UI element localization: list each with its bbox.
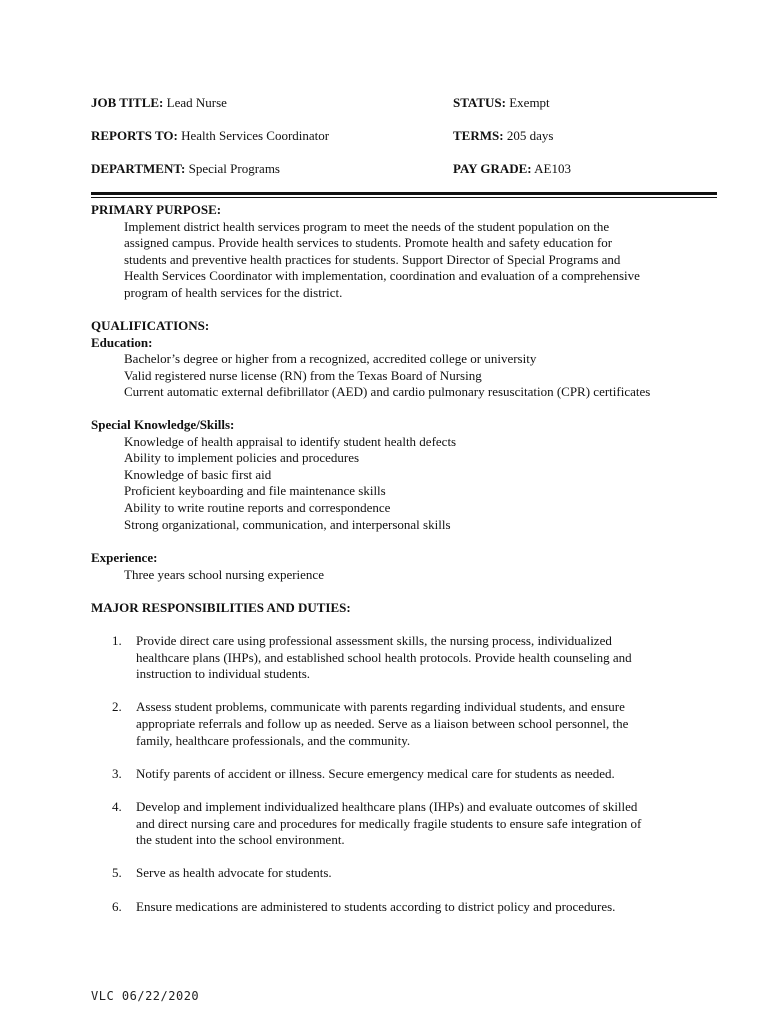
primary-purpose-line: Implement district health services program to meet the needs of the student population on the [124, 218, 610, 234]
duties-list [91, 633, 721, 932]
duty-item [91, 899, 721, 916]
duty-text-line: Assess student problems, communicate with parents regarding individual students, and ensure [136, 699, 625, 715]
duty-text-line: instruction to individual students. [136, 666, 311, 682]
duty-number: 1. [112, 633, 122, 648]
status-value: Exempt [505, 95, 550, 110]
duty-item [91, 766, 721, 783]
job-title-value: Lead Nurse [163, 95, 227, 110]
primary-purpose-line: program of health services for the district. [124, 284, 343, 300]
primary-purpose-heading: PRIMARY PURPOSE: [91, 202, 222, 217]
skill-item: Ability to implement policies and procedures [124, 450, 360, 466]
department-value: Special Programs [185, 161, 280, 176]
terms-value: 205 days [503, 128, 554, 143]
education-item: Valid registered nurse license (RN) from the Texas Board of Nursing [124, 367, 482, 383]
experience-item: Three years school nursing experience [124, 566, 324, 582]
footer-revision-date: VLC 06/22/2020 [91, 989, 200, 1003]
duty-item [91, 865, 721, 882]
skills-heading: Special Knowledge/Skills: [91, 417, 235, 432]
duties-heading: MAJOR RESPONSIBILITIES AND DUTIES: [91, 600, 351, 615]
duty-item [91, 633, 721, 683]
pay-grade-value: AE103 [531, 161, 571, 176]
education-item: Current automatic external defibrillator (AED) and cardio pulmonary resuscitation (CPR) certificates [124, 384, 651, 400]
header-divider-thin [91, 197, 717, 198]
experience-section [91, 550, 721, 583]
job-title-label: JOB TITLE: [91, 95, 164, 110]
experience-list [91, 567, 721, 584]
primary-purpose-line: students and preventive health practices for students. Support Director of Special Programs and [124, 251, 621, 267]
experience-heading: Experience: [91, 550, 158, 565]
skill-item: Knowledge of basic first aid [124, 466, 272, 482]
skill-item: Proficient keyboarding and file maintenance skills [124, 483, 386, 499]
reports-to-label: REPORTS TO: [91, 128, 178, 143]
header-divider-thick [91, 192, 717, 195]
duty-number: 3. [112, 765, 122, 781]
status-label: STATUS: [453, 95, 506, 110]
reports-to-value: Health Services Coordinator [177, 128, 330, 143]
pay-grade-label: PAY GRADE: [453, 161, 532, 176]
terms-label: TERMS: [453, 128, 504, 143]
duty-text-line: family, healthcare professionals, and the community. [136, 732, 411, 748]
pay-grade-field [453, 161, 571, 177]
duty-item [91, 799, 721, 849]
duty-text-line: Notify parents of accident or illness. Secure emergency medical care for students as needed. [136, 765, 615, 781]
primary-purpose-line: Health Services Coordinator with implementation, coordination and evaluation of a comprehensive [124, 268, 640, 284]
primary-purpose-text [91, 219, 721, 302]
department-field [91, 161, 280, 177]
duty-text-line: Provide direct care using professional assessment skills, the nursing process, individualized [136, 633, 612, 648]
duty-text-line: Develop and implement individualized healthcare plans (IHPs) and evaluate outcomes of skilled [136, 798, 638, 814]
duty-text-line: and direct nursing care and procedures for medically fragile students to ensure safe integration of [136, 815, 642, 831]
primary-purpose-line: assigned campus. Provide health services to students. Promote health and safety education for [124, 235, 613, 251]
duty-number: 6. [112, 898, 122, 914]
duty-number: 2. [112, 699, 122, 715]
qualifications-section [91, 318, 721, 401]
skill-item: Ability to write routine reports and correspondence [124, 499, 391, 515]
duty-number: 5. [112, 865, 122, 881]
reports-to-field [91, 128, 329, 144]
qualifications-heading: QUALIFICATIONS: [91, 318, 210, 333]
duty-text-line: the student into the school environment. [136, 832, 345, 848]
duties-section [91, 600, 721, 617]
terms-field [453, 128, 553, 144]
skill-item: Knowledge of health appraisal to identify student health defects [124, 433, 457, 449]
skills-section [91, 417, 721, 533]
education-list [91, 351, 721, 401]
duty-text-line: appropriate referrals and follow up as needed. Serve as a liaison between school personnel, the [136, 715, 629, 731]
status-field [453, 95, 550, 111]
duty-text-line: healthcare plans (IHPs), and established school health protocols. Provide health counseling and [136, 649, 632, 665]
duty-text-line: Serve as health advocate for students. [136, 865, 332, 881]
job-title-field [91, 95, 227, 111]
primary-purpose-section [91, 202, 721, 302]
department-label: DEPARTMENT: [91, 161, 186, 176]
duty-number: 4. [112, 798, 122, 814]
education-item: Bachelor’s degree or higher from a recognized, accredited college or university [124, 351, 537, 367]
education-heading: Education: [91, 334, 153, 350]
duty-text-line: Ensure medications are administered to students according to district policy and procedures. [136, 898, 616, 914]
duty-item [91, 699, 721, 749]
skill-item: Strong organizational, communication, and interpersonal skills [124, 516, 451, 532]
skills-list [91, 434, 721, 534]
